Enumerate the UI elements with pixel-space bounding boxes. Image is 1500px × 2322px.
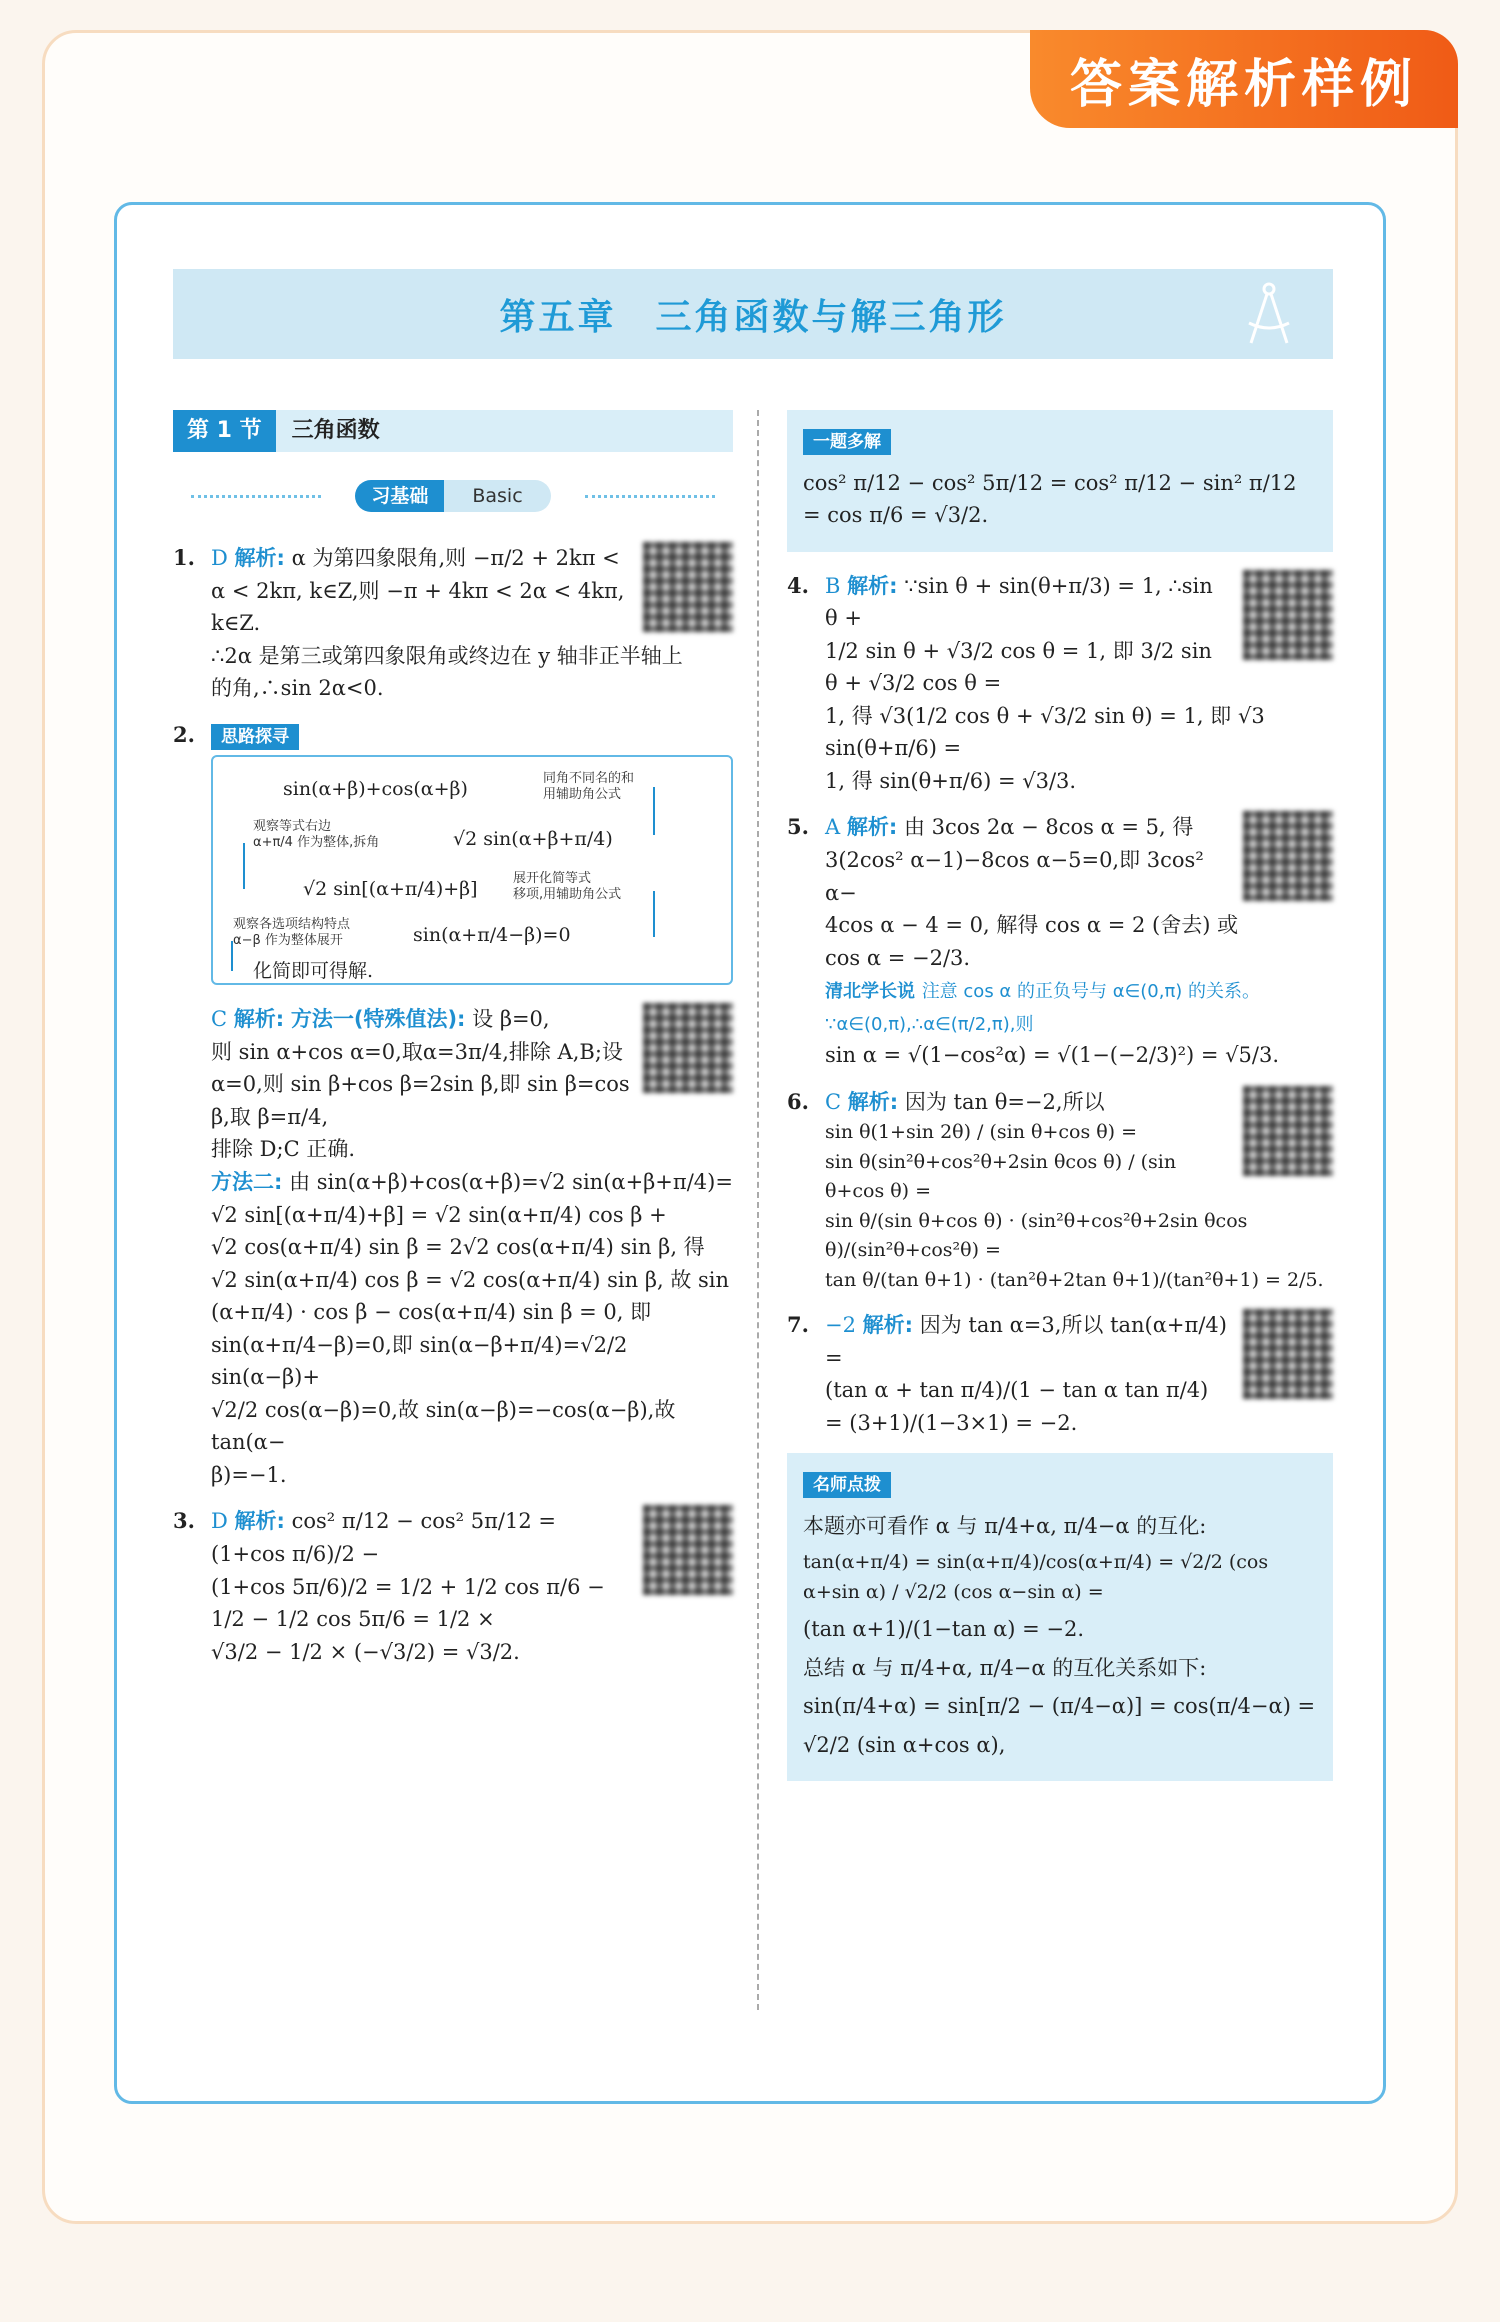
solution-line: 3(2cos² α−1)−8cos α−5=0,即 3cos² α−: [825, 848, 1204, 905]
method-1-label: 方法一(特殊值法):: [290, 1007, 466, 1032]
qr-code[interactable]: [1243, 811, 1333, 901]
level-row: [173, 480, 733, 512]
flow-step-mid3: sin(α+π/4−β)=0: [413, 924, 571, 947]
analysis-tag: 解析:: [847, 573, 898, 598]
tip-line: 本题亦可看作 α 与 π/4+α, π/4−α 的互化:: [803, 1513, 1207, 1538]
flow-arrow: [653, 787, 655, 835]
chapter-title: 第五章 三角函数与解三角形: [499, 296, 1007, 338]
dots-right: [585, 495, 715, 498]
solution-line: 因为 tan α=3,所以 tan(α+π/4) =: [825, 1313, 1227, 1370]
solution-line: 的角,∴sin 2α<0.: [211, 676, 384, 701]
solution-line: 由 3cos 2α − 8cos α = 5, 得: [903, 815, 1194, 840]
solution-line: sin θ/(sin θ+cos θ) · (sin²θ+cos²θ+2sin θcos θ)/(sin²θ+cos²θ) =: [825, 1209, 1248, 1262]
section-header: [173, 410, 733, 452]
question-number: 2.: [173, 721, 195, 747]
question-7: [787, 1309, 1333, 1439]
flow-step-end: 化简即可得解.: [253, 960, 374, 983]
tip-line: (tan α+1)/(1−tan α) = −2.: [803, 1617, 1085, 1642]
flow-arrow: [653, 891, 655, 937]
solution-line: tan θ/(tan θ+1) · (tan²θ+2tan θ+1)/(tan²θ+1) = 2/5.: [825, 1268, 1324, 1291]
solution-line: √2 cos(α+π/4) sin β = 2√2 cos(α+π/4) sin β, 得: [211, 1235, 705, 1260]
question-5: [787, 811, 1333, 1071]
answer-letter: C: [825, 1089, 842, 1114]
answer-letter: D: [211, 546, 228, 570]
solution-line: ∵sin θ + sin(θ+π/3) = 1, ∴sin θ +: [825, 573, 1213, 631]
level-pill: [355, 480, 550, 512]
solution-line: √3/2 − 1/2 × (−√3/2) = √3/2.: [211, 1639, 520, 1664]
solution-line: 由 sin(α+β)+cos(α+β)=√2 sin(α+β+π/4)=: [289, 1170, 733, 1195]
sample-banner: [1030, 30, 1458, 128]
tip-line: √2/2 (sin α+cos α),: [803, 1732, 1006, 1757]
answer-page: [114, 202, 1386, 2104]
tip-line: 总结 α 与 π/4+α, π/4−α 的互化关系如下:: [803, 1655, 1207, 1680]
flow-step-mid1: √2 sin(α+β+π/4): [453, 828, 613, 851]
chapter-header: [173, 269, 1333, 359]
solution-line: sin(α+π/4−β)=0,即 sin(α−β+π/4)=√2/2 sin(α−β)+: [211, 1332, 628, 1390]
solution-line: α 为第四象限角,则 −π/2 + 2kπ <: [291, 546, 620, 570]
right-column: [787, 410, 1333, 1799]
solution-line: cos α = −2/3.: [825, 945, 971, 970]
solution-line: sin α = √(1−cos²α) = √(1−(−2/3)²) = √5/3.: [825, 1043, 1279, 1068]
hint-block: [825, 974, 1333, 1039]
analysis-tag: 解析:: [862, 1313, 914, 1338]
answer-letter: D: [211, 1509, 228, 1534]
question-number: 5.: [787, 814, 809, 840]
teacher-tips-label: 名师点拨: [803, 1472, 891, 1498]
solution-line: (tan α + tan π/4)/(1 − tan α tan π/4) = (3+1)/(1−3×1) = −2.: [825, 1378, 1209, 1435]
flow-note-mid2: 展开化简等式 移项,用辅助角公式: [513, 871, 622, 902]
analysis-tag: 解析:: [234, 1509, 285, 1534]
flow-step-top: sin(α+β)+cos(α+β): [283, 778, 468, 801]
question-1: [173, 542, 733, 705]
solution-line: 设 β=0,: [472, 1007, 550, 1032]
analysis-tag: 解析:: [233, 1007, 285, 1032]
solution-line: ∴2α 是第三或第四象限角或终边在 y 轴非正半轴上: [211, 643, 683, 668]
solution-line: √2/2 cos(α−β)=0,故 sin(α−β)=−cos(α−β),故 tan(α−: [211, 1397, 676, 1455]
question-number: 1.: [173, 545, 195, 570]
level-sub: Basic: [444, 480, 550, 512]
solution-line: 因为 tan θ=−2,所以: [904, 1089, 1105, 1114]
flow-arrow: [231, 941, 233, 971]
think-label: 思路探寻: [211, 724, 299, 750]
solution-line: sin θ(1+sin 2θ) / (sin θ+cos θ) =: [825, 1121, 1138, 1144]
multi-solution-label: 一题多解: [803, 429, 891, 455]
question-number: 6.: [787, 1088, 809, 1114]
left-column: [173, 410, 733, 1682]
question-6: [787, 1086, 1333, 1295]
solution-line: √2 sin[(α+π/4)+β] = √2 sin(α+π/4) cos β +: [211, 1202, 667, 1227]
solution-line: 排除 D;C 正确.: [211, 1137, 356, 1162]
solution-line: sin θ(sin²θ+cos²θ+2sin θcos θ) / (sin θ+cos θ) =: [825, 1150, 1177, 1203]
answer-letter: B: [825, 573, 841, 598]
question-number: 7.: [787, 1312, 809, 1338]
flow-note-mid1: 观察等式右边 α+π/4 作为整体,拆角: [253, 819, 380, 850]
tip-line: tan(α+π/4) = sin(α+π/4)/cos(α+π/4) = √2/2 (cos α+sin α) / √2/2 (cos α−sin α) =: [803, 1551, 1269, 1603]
banner-title: 答案解析样例: [1069, 54, 1418, 115]
flow-arrow: [243, 843, 245, 889]
qr-code[interactable]: [643, 542, 733, 632]
question-4: [787, 570, 1333, 798]
solution-line: α=0,则 sin β+cos β=2sin β,即 sin β=cos β,取 β=π/4,: [211, 1072, 630, 1129]
teacher-tips-panel: [787, 1453, 1333, 1781]
tip-line: sin(π/4+α) = sin[π/2 − (π/4−α)] = cos(π/4−α) =: [803, 1694, 1316, 1719]
method-2-label: 方法二:: [211, 1170, 283, 1195]
solution-line: α < 2kπ, k∈Z,则 −π + 4kπ < 2α < 4kπ, k∈Z.: [211, 578, 625, 636]
question-number: 4.: [787, 572, 809, 598]
analysis-tag: 解析:: [846, 815, 898, 840]
level-label: 习基础: [355, 480, 444, 512]
solution-line: 4cos α − 4 = 0, 解得 cos α = 2 (舍去) 或: [825, 913, 1239, 938]
flow-note-top: 同角不同名的和 用辅助角公式: [543, 771, 635, 802]
question-3: [173, 1505, 733, 1668]
qr-code[interactable]: [1243, 1309, 1333, 1399]
compass-icon: [1239, 279, 1299, 349]
question-number: 3.: [173, 1508, 195, 1534]
column-divider: [757, 410, 759, 2010]
flow-note-mid3: 观察各选项结构特点 α−β 作为整体展开: [233, 917, 351, 948]
solution-line: 则 sin α+cos α=0,取α=3π/4,排除 A,B;设: [211, 1039, 623, 1064]
analysis-tag: 解析:: [234, 546, 285, 570]
answer-letter: −2: [825, 1313, 856, 1338]
analysis-tag: 解析:: [847, 1089, 899, 1114]
solution-line: (1+cos 5π/6)/2 = 1/2 + 1/2 cos π/6 − 1/2 − 1/2 cos 5π/6 = 1/2 ×: [211, 1574, 605, 1632]
hint-text: 注意 cos α 的正负号与 α∈(0,π) 的关系。∵α∈(0,π),∴α∈(π/2,π),则: [825, 981, 1261, 1035]
answer-letter: C: [211, 1007, 228, 1032]
qr-code[interactable]: [643, 1003, 733, 1093]
solution-line: (α+π/4) · cos β − cos(α+π/4) sin β = 0, 即: [211, 1300, 652, 1325]
solution-line: cos² π/12 − cos² 5π/12 = (1+cos π/6)/2 −: [211, 1509, 556, 1567]
solution-line: cos² π/12 − cos² 5π/12 = cos² π/12 − sin² π/12 = cos π/6 = √3/2.: [803, 470, 1297, 528]
solution-line: β)=−1.: [211, 1462, 287, 1487]
qr-code[interactable]: [643, 1505, 733, 1595]
solution-line: 1/2 sin θ + √3/2 cos θ = 1, 即 3/2 sin θ + √3/2 cos θ =: [825, 638, 1212, 696]
dots-left: [191, 495, 321, 498]
answer-letter: A: [825, 815, 841, 840]
section-number: 第 1 节: [173, 410, 276, 452]
solution-line: 1, 得 sin(θ+π/6) = √3/3.: [825, 768, 1077, 793]
flow-diagram: [211, 755, 733, 985]
qr-code[interactable]: [1243, 570, 1333, 660]
solution-line: √2 sin(α+π/4) cos β = √2 cos(α+π/4) sin β, 故 sin: [211, 1267, 730, 1292]
question-2: [173, 719, 733, 1492]
qr-code[interactable]: [1243, 1086, 1333, 1176]
multi-solution-panel: [787, 410, 1333, 552]
solution-line: 1, 得 √3(1/2 cos θ + √3/2 sin θ) = 1, 即 √3 sin(θ+π/6) =: [825, 703, 1265, 761]
hint-label: 清北学长说: [825, 981, 915, 1003]
flow-step-mid2: √2 sin[(α+π/4)+β]: [303, 878, 478, 901]
section-name: 三角函数: [291, 417, 380, 443]
